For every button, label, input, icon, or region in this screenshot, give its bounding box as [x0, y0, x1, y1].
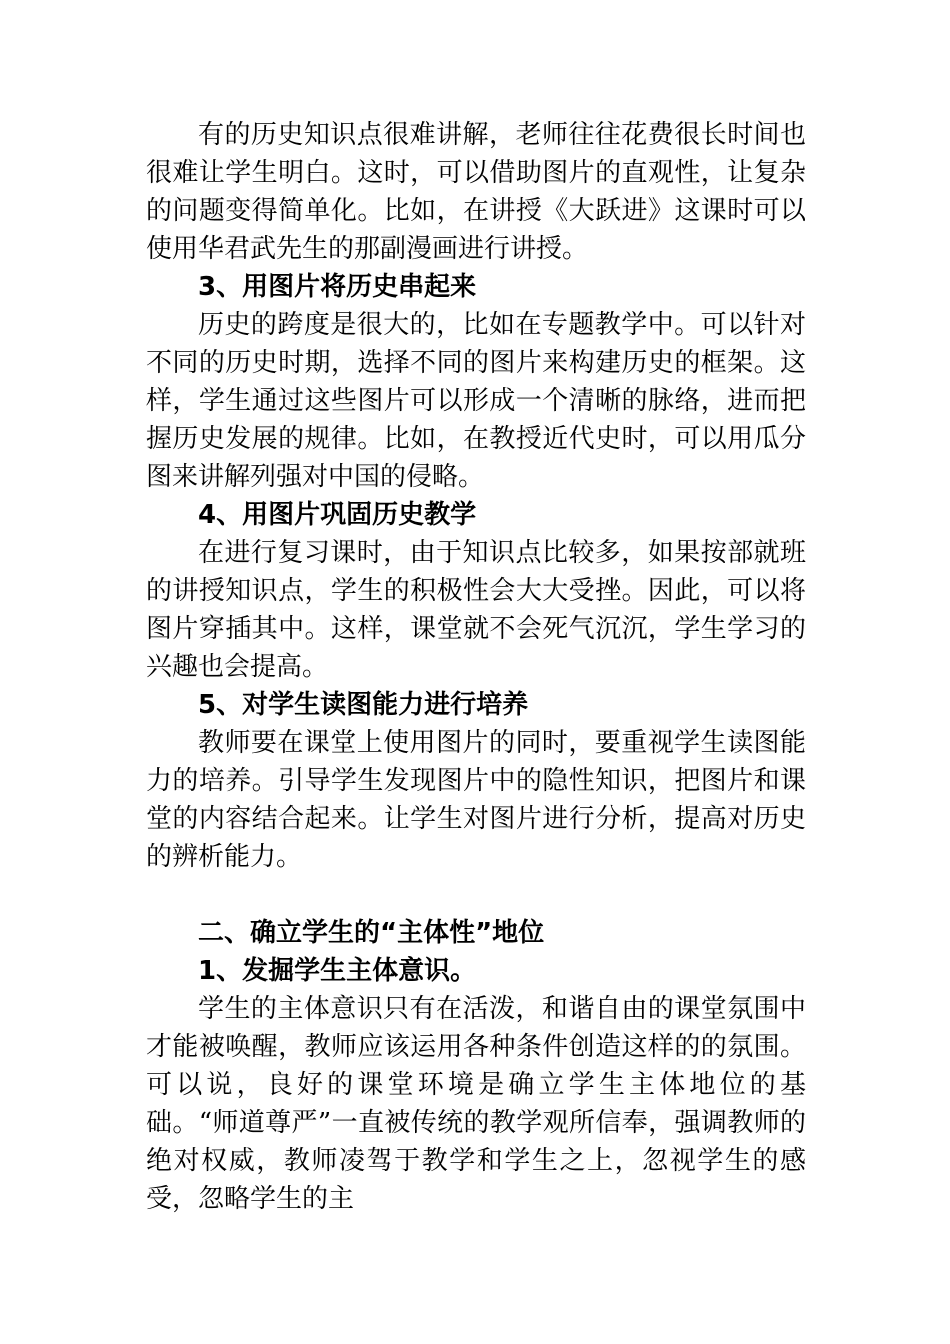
heading-section-4: 4、用图片巩固历史教学 — [198, 500, 477, 530]
paragraph-reading-images: 教师要在课堂上使用图片的同时，要重视学生读图能力的培养。引导学生发现图片中的隐性知识，把图片和课堂的内容结合起来。让学生对图片进行分析，提高对历史的辨析能力。 — [146, 728, 806, 872]
paragraph-image-teaching: 有的历史知识点很难讲解，老师往往花费很长时间也很难让学生明白。这时，可以借助图片的直观性，让复杂的问题变得简单化。比如，在讲授《大跃进》这课时可以使用华君武先生的那副漫画进行讲授。 — [146, 120, 806, 264]
document-page — [146, 116, 806, 1218]
section-spacer — [146, 876, 806, 914]
paragraph-review-class: 在进行复习课时，由于知识点比较多，如果按部就班的讲授知识点，学生的积极性会大大受挫。因此，可以将图片穿插其中。这样，课堂就不会死气沉沉，学生学习的兴趣也会提高。 — [146, 538, 806, 682]
paragraph-student-subject: 学生的主体意识只有在活泼，和谐自由的课堂氛围中才能被唤醒，教师应该运用各种条件创造这样的的氛围。可以说，良好的课堂环境是确立学生主体地位的基础。“师道尊严”一直被传统的教学观所信奉，强调教师的绝对权威，教师凌驾于教学和学生之上，忽视学生的感受，忽略学生的主 — [146, 994, 806, 1214]
paragraph-history-framework: 历史的跨度是很大的，比如在专题教学中。可以针对不同的历史时期，选择不同的图片来构建历史的框架。这样，学生通过这些图片可以形成一个清晰的脉络，进而把握历史发展的规律。比如，在教授近代史时，可以用瓜分图来讲解列强对中国的侵略。 — [146, 310, 806, 492]
heading-part-2: 二、确立学生的“主体性”地位 — [198, 918, 545, 948]
heading-section-3: 3、用图片将历史串起来 — [198, 272, 477, 302]
heading-section-5: 5、对学生读图能力进行培养 — [198, 690, 529, 720]
heading-subsection-1: 1、发掘学生主体意识。 — [198, 956, 477, 986]
